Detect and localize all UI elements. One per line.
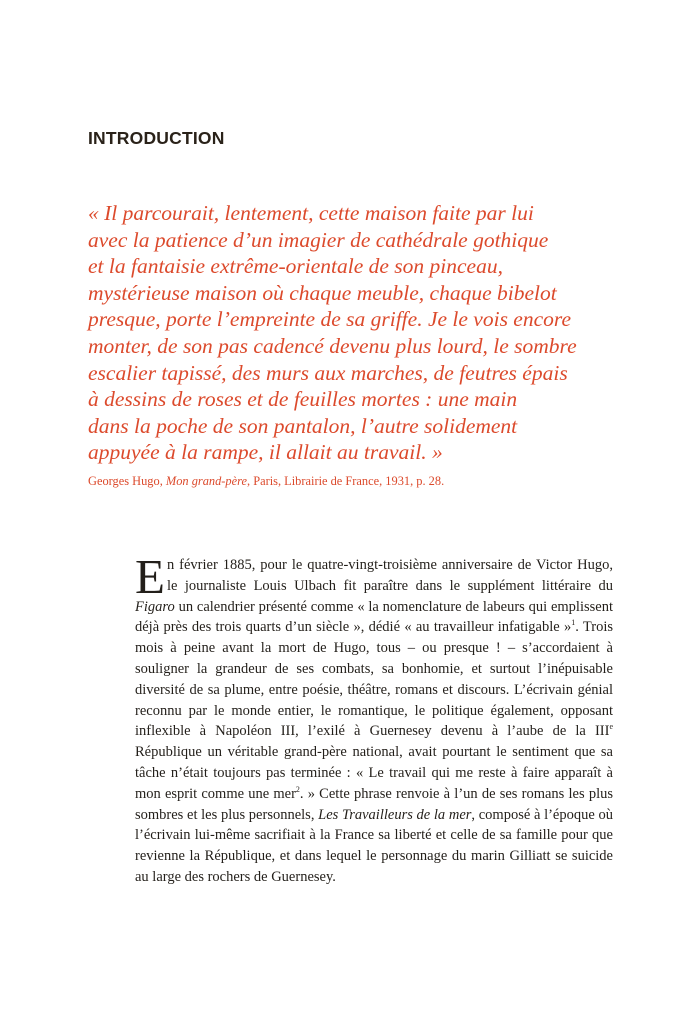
epigraph-quote: « Il parcourait, lentement, cette maison faite par lui avec la patience d’un imagier de cathédrale gothique et la fantaisie extrême-orientale de son pinceau, mystérieuse maison où chaque meuble, chaque bibelot presque, porte l’empreinte de sa griffe. Je le vois encore monter, de son pas cadencé devenu plus lourd, le sombre escalier tapissé, des murs aux marches, de feutres épais à dessins de roses et de feuilles mortes : une main dans la poche de son pantalon, l’autre solidement appuyée à la rampe, il allait au travail. » [88, 201, 577, 465]
footnote-ref-2[interactable]: 2 [295, 784, 300, 794]
body-text-part-3: . Trois mois à peine avant la mort de Hugo, tous – ou presque ! – s’accordaient à souligner la grandeur de ses combats, sa bonhomie, et surtout l’inépuisable diversité de sa plume, entre poésie, théâtre, romans et discours. L’écrivain génial reconnu par le monde entier, le romantique, le politique également, opposant inflexible à Napoléon III, l’exilé à Guernesey devenu à l’aube de la III [135, 619, 613, 740]
body-text-book-title: Les Travailleurs de la mer [318, 806, 472, 823]
body-text-figaro: Figaro [135, 598, 175, 615]
footnote-ref-1[interactable]: 1 [571, 618, 576, 628]
epigraph-source-author: Georges Hugo, [88, 473, 166, 488]
drop-cap: E [135, 549, 165, 604]
epigraph-source [88, 474, 648, 489]
body-text-part-5: . » Cette phrase renvoie à l’un de ses romans les plus sombres et les plus personnels, [135, 785, 613, 823]
epigraph [88, 200, 648, 489]
body-text-part-2: un calendrier présenté comme « la nomenclature de labeurs qui emplissent déjà près des trois quarts d’un siècle », dédié « au travailleur infatigable » [135, 598, 613, 636]
body-text-part-4: République un véritable grand-père national, avait pourtant le sentiment que sa tâche n’était toujours pas terminée : « Le travail qui me reste à faire apparaît à mon esprit comme une mer [135, 744, 613, 802]
epigraph-source-title: Mon grand-père [165, 473, 247, 488]
section-title: INTRODUCTION [88, 128, 225, 148]
superscript-e: e [609, 722, 613, 732]
epigraph-source-details: , Paris, Librairie de France, 1931, p. 28. [247, 473, 445, 488]
body-paragraph [135, 549, 613, 888]
body-text-part-1: n février 1885, pour le quatre-vingt-troisième anniversaire de Victor Hugo, le journaliste Louis Ulbach fit paraître dans le supplément littéraire du [166, 557, 613, 594]
body-text-part-6: , composé à l’époque où l’écrivain lui-même sacrifiait à la France sa liberté et celle de sa famille pour que revienne la République, et dans lequel le personnage du marin Gilliatt se suicide au large des rochers de Guernesey. [135, 806, 613, 885]
